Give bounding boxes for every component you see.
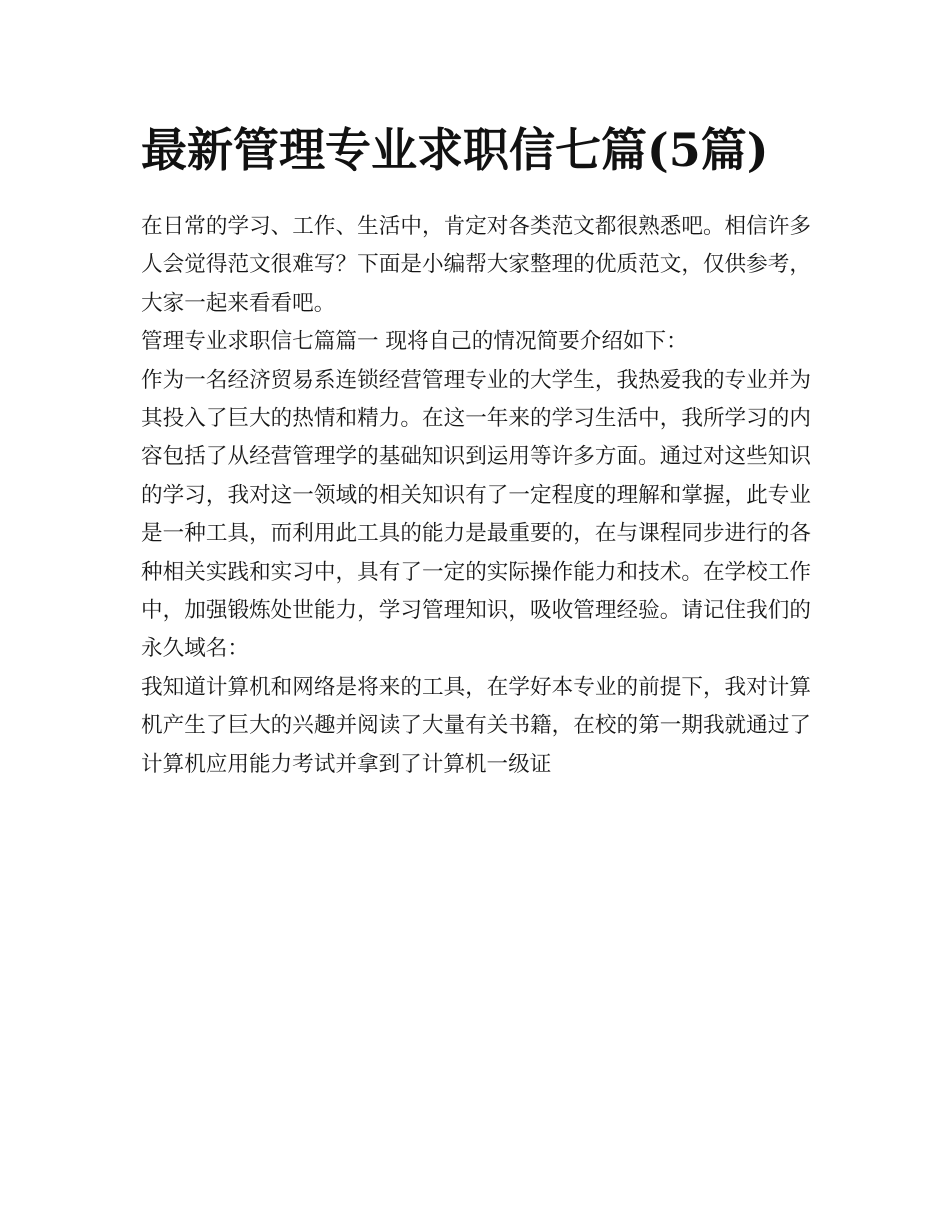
document-title: 最新管理专业求职信七篇(5篇) — [141, 123, 769, 177]
body-paragraph: 作为一名经济贸易系连锁经营管理专业的大学生，我热爱我的专业并为其投入了巨大的热情和精力。在这一年来的学习生活中，我所学习的内容包括了从经营管理学的基础知识到运用等许多方面。通过对这些知识的学习，我对这一领域的相关知识有了一定程度的理解和掌握，此专业是一种工具，而利用此工具的能力是最重要的，在与课程同步进行的各种相关实践和实习中，具有了一定的实际操作能力和技术。在学校工作中，加强锻炼处世能力，学习管理知识，吸收管理经验。请记住我们的永久域名： — [141, 367, 811, 662]
intro-paragraph: 在日常的学习、工作、生活中，肯定对各类范文都很熟悉吧。相信许多人会觉得范文很难写？下面是小编帮大家整理的优质范文，仅供参考，大家一起来看看吧。 — [141, 214, 811, 316]
section-heading-paragraph: 管理专业求职信七篇篇一 现将自己的情况简要介绍如下： — [141, 329, 688, 355]
document-content — [141, 112, 811, 784]
document-body — [141, 208, 811, 784]
body-paragraph: 我知道计算机和网络是将来的工具，在学好本专业的前提下，我对计算机产生了巨大的兴趣并阅读了大量有关书籍，在校的第一期我就通过了计算机应用能力考试并拿到了计算机一级证 — [141, 674, 811, 777]
